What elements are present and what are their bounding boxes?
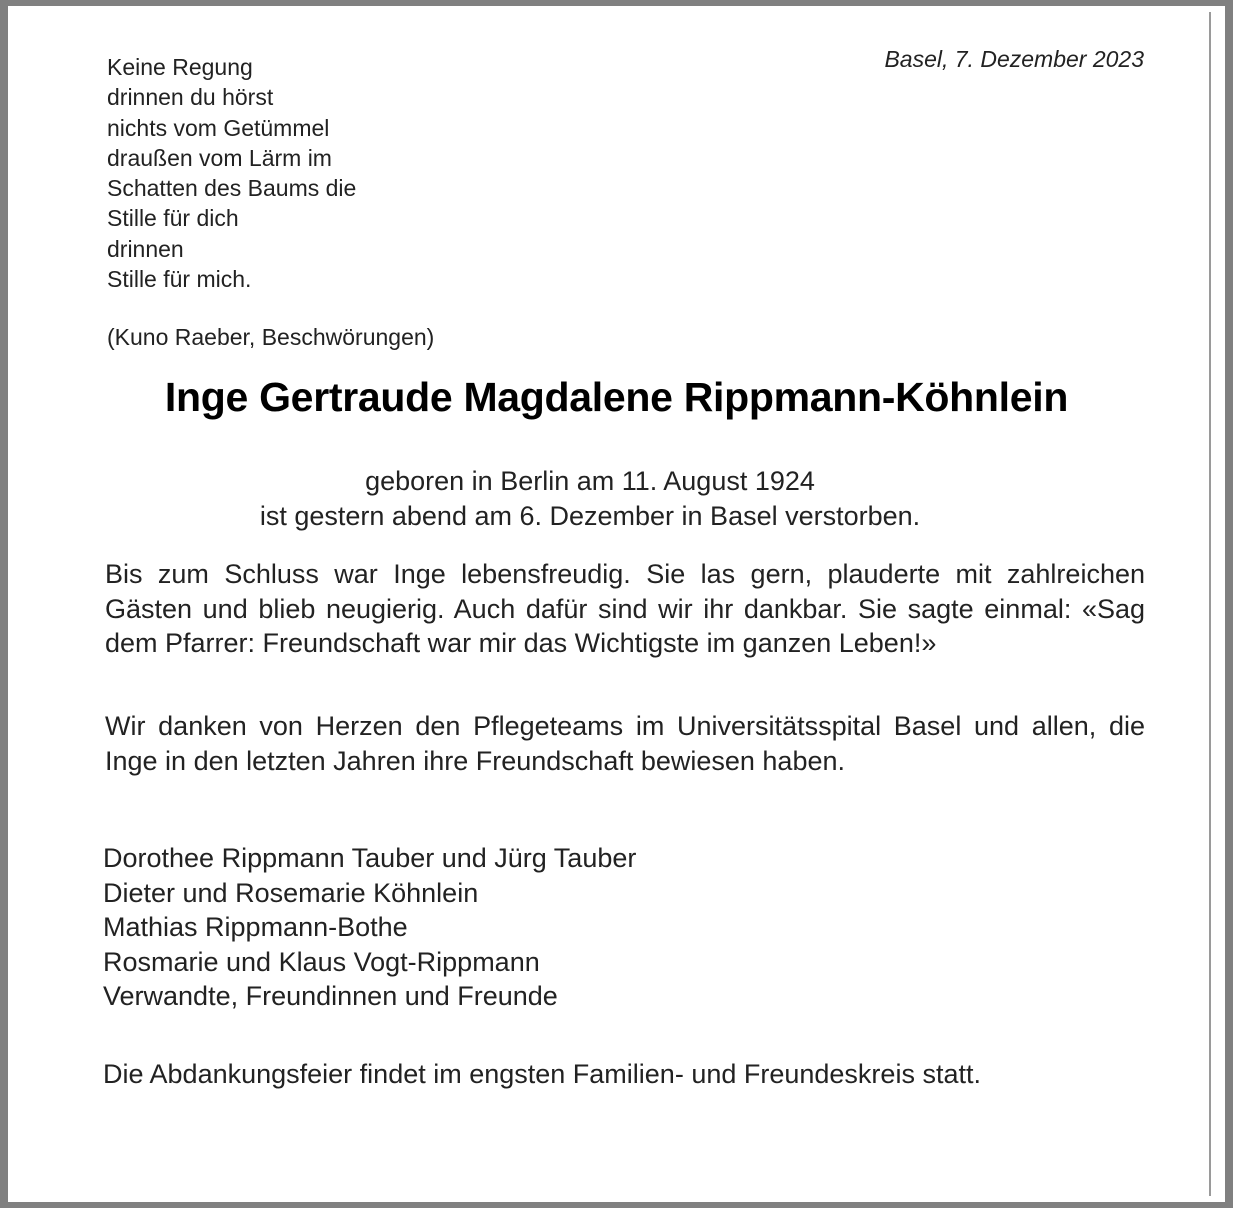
funeral-note: Die Abdankungsfeier findet im engsten Familien- und Freundeskreis statt.	[103, 1059, 981, 1089]
signatories-list	[103, 841, 636, 1014]
birth-line: geboren in Berlin am 11. August 1924	[365, 466, 815, 496]
frame-divider-line	[1209, 12, 1211, 1196]
poem-line: drinnen du hörst	[107, 84, 274, 111]
poem-line: Stille für dich	[107, 205, 239, 232]
signatory: Rosmarie und Klaus Vogt-Rippmann	[103, 946, 540, 977]
death-line: ist gestern abend am 6. Dezember in Basel verstorben.	[259, 501, 921, 531]
poem-line: draußen vom Lärm im	[107, 144, 332, 171]
poem-citation: (Kuno Raeber, Beschwörungen)	[107, 324, 435, 350]
poem	[107, 52, 356, 294]
tribute-paragraph: Bis zum Schluss war Inge lebensfreudig. Sie las gern, plauderte mit zahlreichen Gästen und blieb neugierig. Auch dafür sind wir ihr dankbar. Sie sagte einmal: «Sag dem Pfarrer: Freundschaft war mir das Wichtigste im ganzen Leben!»	[105, 559, 1145, 658]
signatory: Verwandte, Freundinnen und Freunde	[103, 981, 558, 1011]
poem-line: Schatten des Baums die	[107, 175, 357, 202]
signatory: Mathias Rippmann-Bothe	[103, 912, 408, 942]
life-dates	[0, 464, 1180, 534]
poem-line: drinnen	[107, 235, 184, 262]
signatory: Dieter und Rosemarie Köhnlein	[103, 877, 479, 908]
poem-line: Stille für mich.	[107, 266, 252, 293]
poem-line: nichts vom Getümmel	[107, 114, 330, 141]
poem-line: Keine Regung	[107, 54, 253, 80]
thanks-paragraph: Wir danken von Herzen den Pflegeteams im Universitätsspital Basel und allen, die Inge in den letzten Jahren ihre Freundschaft bewiesen haben.	[105, 711, 1145, 776]
date-line: Basel, 7. Dezember 2023	[884, 46, 1144, 72]
deceased-name: Inge Gertraude Magdalene Rippmann-Köhnlein	[164, 374, 1069, 420]
signatory: Dorothee Rippmann Tauber und Jürg Tauber	[103, 843, 637, 873]
